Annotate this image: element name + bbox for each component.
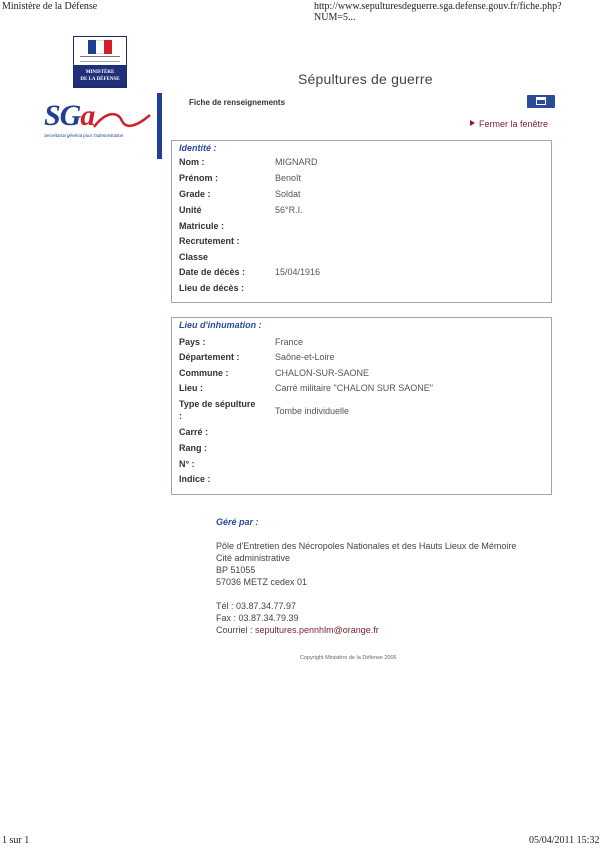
- french-flag-icon: [88, 40, 112, 54]
- site-title: Sépultures de guerre: [298, 71, 433, 87]
- close-window-link[interactable]: Fermer la fenêtre: [470, 119, 548, 129]
- fiche-label: Fiche de renseignements: [189, 98, 286, 107]
- field-label-lieu: Lieu :: [179, 383, 203, 393]
- field-label-date-deces: Date de décès :: [179, 267, 246, 277]
- contact-tel: Tél : 03.87.34.77.97: [216, 601, 297, 611]
- print-button[interactable]: [527, 95, 555, 108]
- field-label-rang: Rang :: [179, 443, 207, 453]
- field-label-type-sepulture: Type de sépulture: [179, 399, 256, 409]
- courriel-link[interactable]: sepultures.pennhlm@orange.fr: [255, 625, 379, 635]
- print-footer-page: 1 sur 1: [2, 835, 30, 846]
- field-label-unite: Unité: [179, 205, 202, 215]
- inhumation-title: Lieu d'inhumation :: [179, 320, 262, 330]
- gere-par-title: Géré par :: [216, 517, 259, 527]
- address-line-cite: Cité administrative: [216, 553, 291, 563]
- identite-panel: [171, 140, 552, 303]
- ministry-logo: MINISTÈRE DE LA DÉFENSE: [73, 36, 127, 88]
- sga-swoosh-icon: [92, 107, 152, 131]
- address-line-organisation: Pôle d'Entretien des Nécropoles Nationales et des Hauts Lieux de Mémoire: [216, 541, 517, 551]
- field-label-matricule: Matricule :: [179, 221, 225, 231]
- field-label-lieu-deces: Lieu de décès :: [179, 283, 245, 293]
- field-value-prenom: Benoît: [275, 173, 302, 183]
- address-line-bp: BP 51055: [216, 565, 256, 575]
- copyright-text: Copyright Ministère de la Défense 2006: [300, 655, 397, 661]
- identite-title: Identité :: [179, 143, 217, 153]
- field-value-nom: MIGNARD: [275, 157, 318, 167]
- print-footer-date: 05/04/2011 15:32: [529, 835, 600, 846]
- field-value-date-deces: 15/04/1916: [275, 267, 321, 277]
- contact-courriel: Courriel : sepultures.pennhlm@orange.fr: [216, 625, 379, 635]
- field-value-grade: Soldat: [275, 189, 301, 199]
- arrow-right-icon: [470, 120, 475, 126]
- field-label-grade: Grade :: [179, 189, 211, 199]
- field-label-indice: Indice :: [179, 474, 211, 484]
- print-header-url: http://www.sepulturesdeguerre.sga.defense.gouv.fr/fiche.php?NUM=5...: [314, 1, 562, 23]
- field-label-pays: Pays :: [179, 337, 206, 347]
- printer-icon: [536, 97, 546, 105]
- field-label-nom: Nom :: [179, 157, 205, 167]
- field-value-commune: CHALON-SUR-SAONE: [275, 368, 370, 378]
- print-header-title: Ministère de la Défense: [2, 1, 98, 12]
- contact-fax: Fax : 03.87.34.79.39: [216, 613, 299, 623]
- field-value-type-sepulture: Tombe individuelle: [275, 406, 350, 416]
- field-label-numero: N° :: [179, 459, 195, 469]
- field-label-classe: Classe: [179, 252, 209, 262]
- sga-logo: SGa Secrétariat général pour l'administration: [40, 93, 162, 159]
- field-label-commune: Commune :: [179, 368, 229, 378]
- field-label-recrutement: Recrutement :: [179, 236, 240, 246]
- field-value-departement: Saône-et-Loire: [275, 352, 335, 362]
- field-label-type-sepulture-colon: :: [179, 411, 182, 421]
- sga-subtitle: Secrétariat général pour l'administration: [44, 133, 124, 138]
- field-value-pays: France: [275, 337, 304, 347]
- field-label-carre: Carré :: [179, 427, 209, 437]
- field-value-unite: 56°R.I.: [275, 205, 303, 215]
- field-value-lieu: Carré militaire "CHALON SUR SAONE": [275, 383, 433, 393]
- field-label-departement: Département :: [179, 352, 240, 362]
- field-label-prenom: Prénom :: [179, 173, 219, 183]
- address-line-city: 57036 METZ cedex 01: [216, 577, 308, 587]
